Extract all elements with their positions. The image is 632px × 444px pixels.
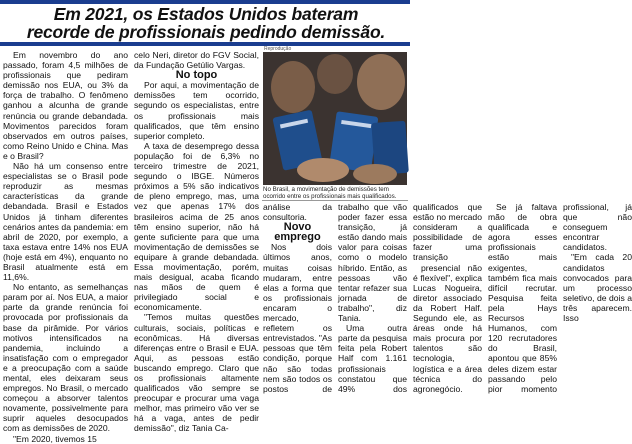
paragraph: Nos dois últimos anos, muitas coisas mudaram, entre elas a forma que os profissionais encaram o mercado, refletem os entrevistados. "As pessoas que têm condição, porque não são todas nem são todos os postos de trabalho que vão poder fazer essa transição, já estão dando mais valor para coisas como o modelo híbrido. Então, as pessoas vão tentar refazer sua jornada de trabalho", diz Tania. bbox=[263, 202, 407, 394]
paragraph: presencial não é flexível", explica Lucas Nogueira, diretor associado da Robert Half. Segundo ele, as áreas onde há mais procura por talentos são tecnologia, logística e a área técnica do agronegócio. bbox=[413, 262, 482, 394]
article-column-2 bbox=[134, 50, 259, 434]
paragraph: celo Neri, diretor do FGV Social, da Fundação Getúlio Vargas. bbox=[134, 50, 259, 71]
headline-banner bbox=[0, 0, 410, 46]
paragraph: A taxa de desemprego dessa população foi de 6,3% no terceiro trimestre de 2021, segundo o IBGE. Números próximos a 5% são indicativos de pleno emprego, mas, uma vez que apenas 17% dos brasileiros acima de 25 anos têm ensino superior, não há gente suficiente para que uma movimentação de demissões se equipare à grande debandada. Essa movimentação, porém, mais desigual, acaba ficando nas mãos de quem é privilegiado social e economicamente. bbox=[134, 140, 259, 313]
photo-work-cards bbox=[263, 52, 407, 185]
headline-line2: recorde de profissionais pedindo demissão. bbox=[26, 22, 386, 42]
subheading-novo-emprego: Novo emprego bbox=[274, 221, 321, 244]
paragraph: "Temos muitas questões culturais, sociais, políticas e econômicas. Há diversas diferenças entre o Brasil e EUA. Aqui, as pessoas estão buscando emprego. Claro que os profissionais altamente qualificados vão sempre se preocupar e procurar uma vaga melhor, mas primeiro vão ver se há a vaga, antes de pedir demissão", diz Tania Ca- bbox=[134, 312, 259, 434]
paragraph: Se já faltava mão de obra qualificada e agora esses profissionais estão mais exigentes, também fica mais difícil recrutar. Pesquisa feita pela Hays Recursos Humanos, com 120 recrutadores do Brasil, apontou que 85% deles dizem estar passando pelo pior momento profissional, já que não conseguem encontrar candidatos. bbox=[488, 202, 632, 394]
paragraph: No entanto, as semelhanças param por aí. Nos EUA, a maior parte da grande renúncia foi provocada por profissionais da base da pirâmide. Por vários motivos intensificados na pandemia, incluindo a insatisfação com o empregador e a preocupação com a saúde mental, eles deixaram seus empregos. No Brasil, o mercado começou a absorver talentos novamente, possivelmente para suprir aqueles desocupados com as demissões de 2020. bbox=[3, 282, 128, 434]
bottom-rule bbox=[0, 42, 410, 46]
paragraph: Uma outra parte da pesquisa feita pela Robert Half com 1.161 profissionais constatou que 49% dos qualificados que estão no mercado consideram a possibilidade de fazer uma transição bbox=[338, 202, 482, 394]
paragraph: análise da consultoria. bbox=[263, 202, 332, 223]
two-column-block bbox=[263, 202, 632, 400]
photo-credit: Reprodução bbox=[264, 46, 292, 52]
headline bbox=[10, 5, 402, 41]
paragraph: Não há um consenso entre especialistas se o Brasil pode reproduzir as mesmas características da grande debandada. Brasil e Estados Unidos já tinham diferentes cenários antes da pandemia: em abril de 2020, por exemplo, a taxa estava entre 14% nos EUA (hoje está em 4%), enquanto no Brasil atualmente está em 11,6%. bbox=[3, 161, 128, 283]
photo-illustration bbox=[263, 52, 407, 185]
caption-divider bbox=[262, 200, 408, 201]
subheading-no-topo: No topo bbox=[175, 69, 218, 82]
paragraph: Por aqui, a movimentação de demissões tem ocorrido, segundo os especialistas, entre os profissionais mais qualificados, que têm ensino superior completo. bbox=[134, 80, 259, 141]
headline-line1: Em 2021, os Estados Unidos bateram bbox=[53, 4, 359, 24]
paragraph: "Em 2020, tivemos 15 bbox=[13, 433, 97, 444]
paragraph: Em novembro do ano passado, foram 4,5 milhões de profissionais que pediram demissão nos EUA, ou 3% da força de trabalho. O fenômeno ganhou a alcunha de grande renúncia ou grande debandada. Movimentos parecidos foram observados em outros países, como Reino Unido e China. Mas e o Brasil? bbox=[3, 50, 128, 161]
article-column-1 bbox=[3, 50, 128, 444]
paragraph: "Em cada 20 candidatos convocados para um processo seletivo, de dois a três aparecem. Isso bbox=[563, 252, 632, 324]
photo-caption: No Brasil, a movimentação de demissões tem ocorrido entre os profissionais mais qualificados. bbox=[263, 186, 397, 200]
article-column-3 bbox=[263, 202, 632, 400]
